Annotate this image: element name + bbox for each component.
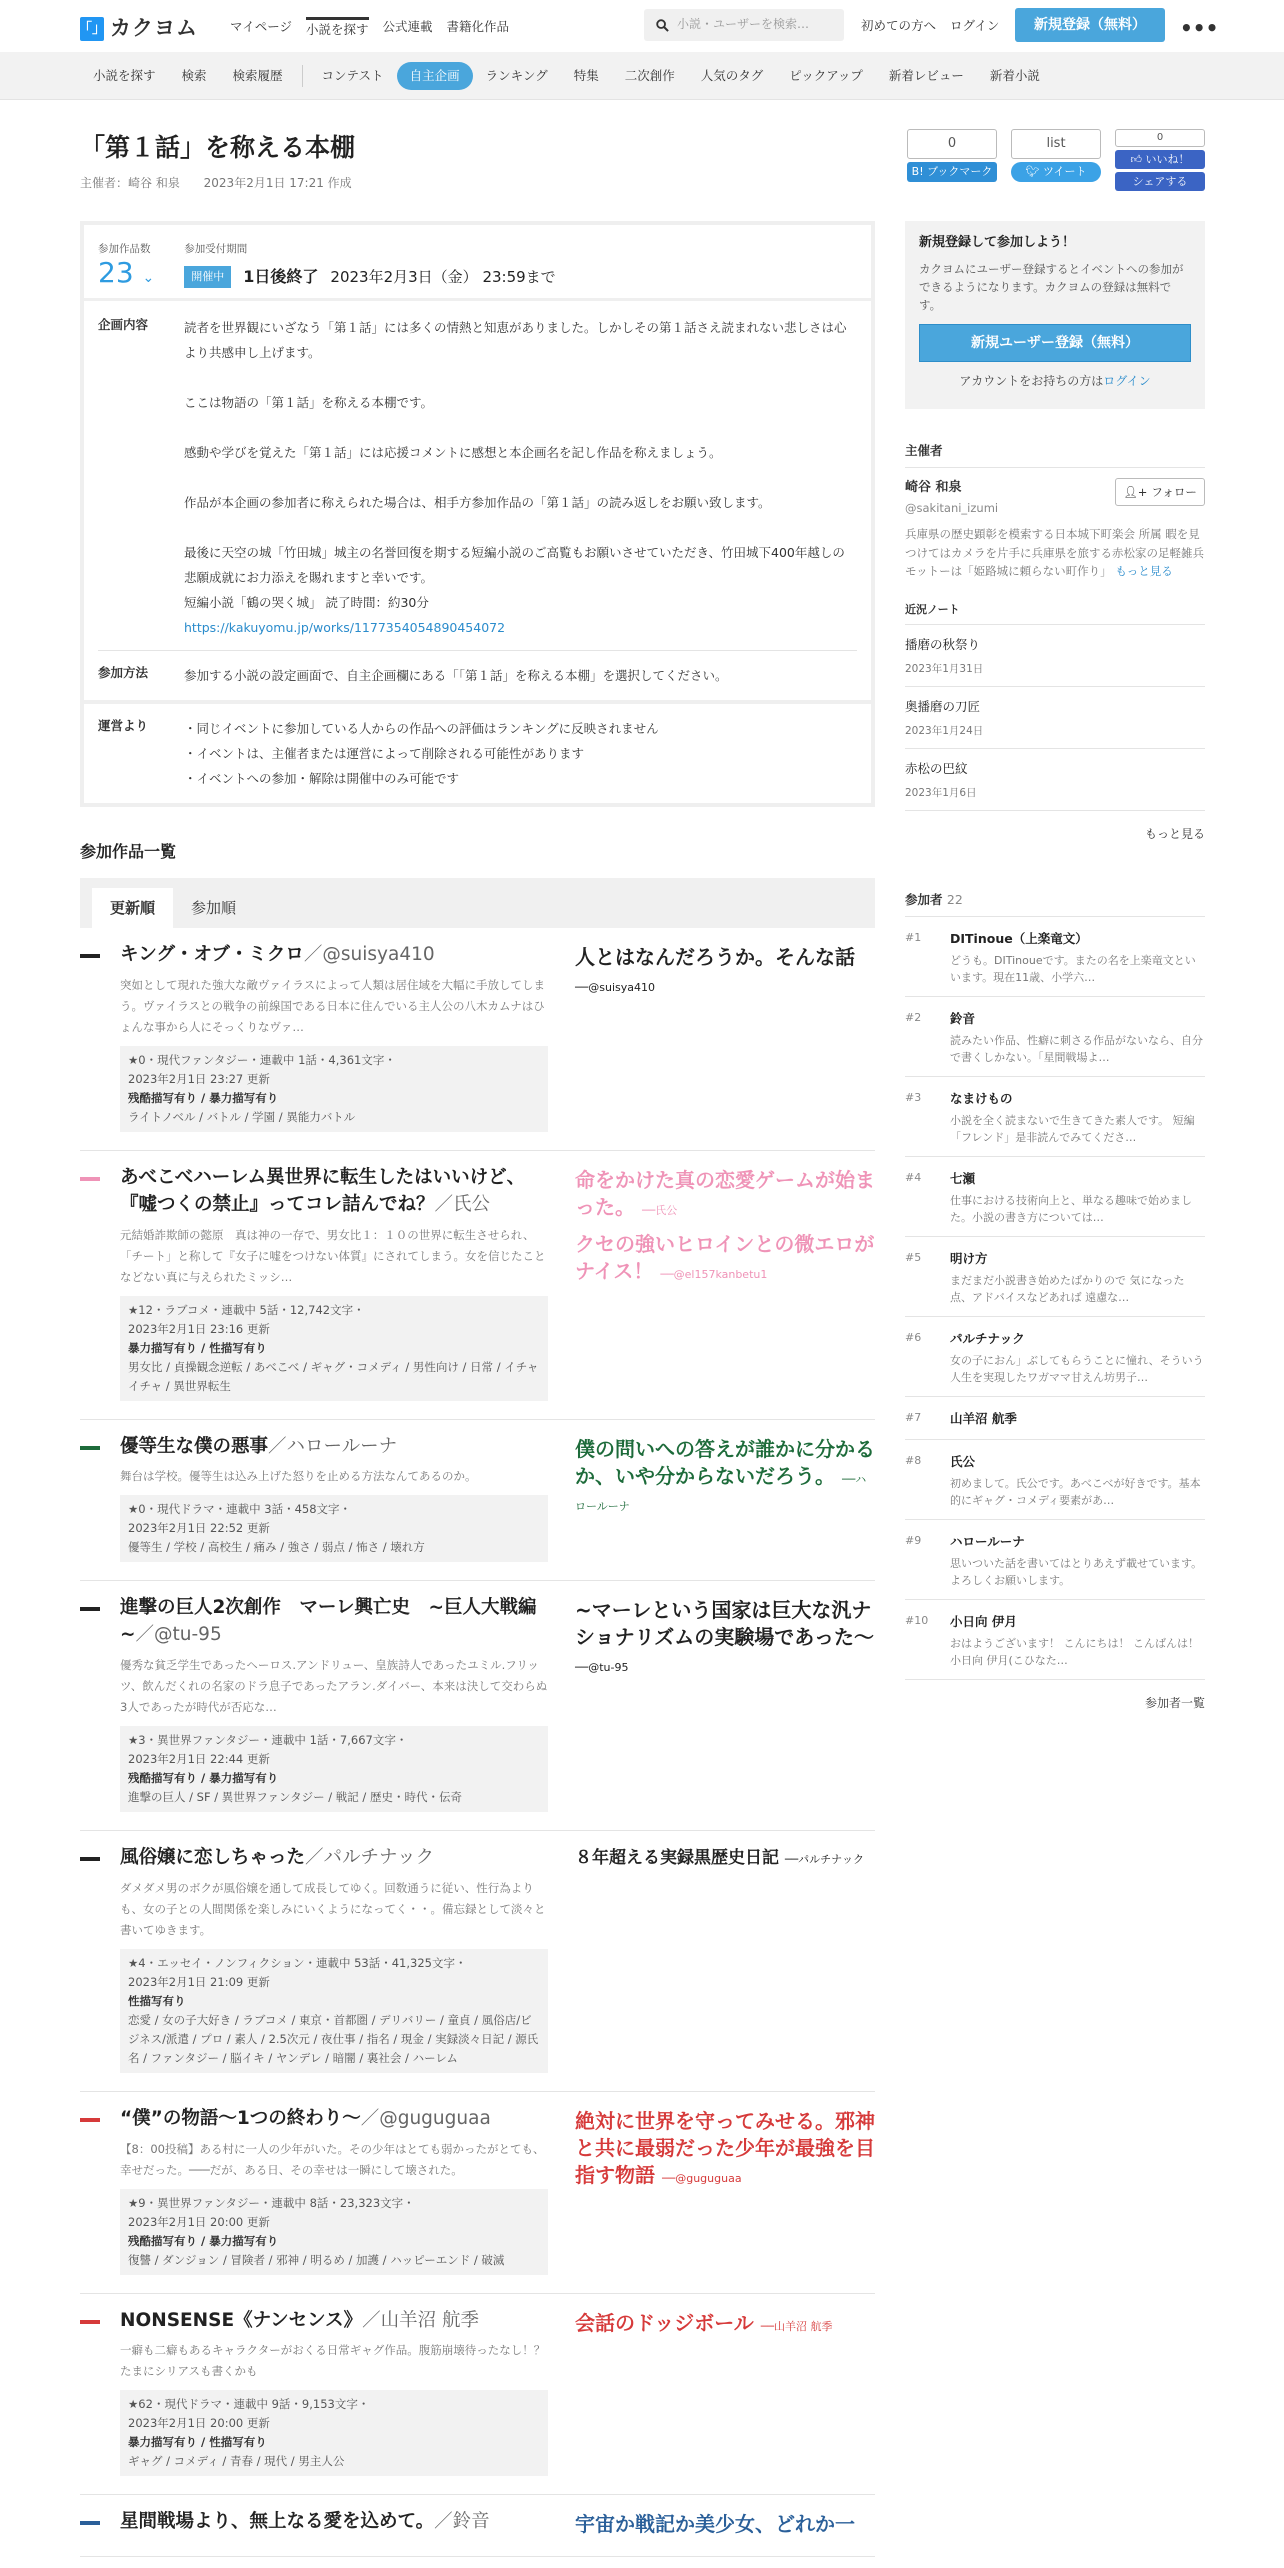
desc-paragraph: 感動や学びを覚えた「第１話」には応援コメントに感想と本企画名を記し作品を称えましょう。 [184,444,722,460]
work-intro: 元結婚詐欺師の懿原 真は神の一存で、男女比１：１０の世界に転生させられ、「チート」と称して『女子に嘘をつけない体質』にされてしまう。女を信じたことなどない真に与えられたミッシ… [120,1227,546,1284]
signup-box [905,221,1205,409]
work-warnings: 性描写有り [128,1993,186,2008]
note-item: ・イベントは、主催者または運営によって削除される可能性があります [184,745,585,761]
work-intro: 舞台は学校。優等生は込み上げた怒りを止める方法なんてあるのか。 [120,1469,477,1484]
signup-title: 新規登録して参加しよう！ [919,235,1076,250]
notes-box [80,704,875,807]
page-title: 「第１話」を称える本棚 [80,133,356,162]
hatena-count: 0 [907,129,997,159]
work-meta [120,1046,548,1132]
work-meta-line: ★3・異世界ファンタジー・連載中 1話・7,667文字・ [128,1733,408,1748]
subnav-pickup[interactable]: ピックアップ [789,68,863,83]
created-date: 2023年2月1日 17:21 作成 [203,176,352,190]
more-menu-icon[interactable]: ••• [1180,16,1219,40]
work-author[interactable]: ／ハロールーナ [268,1435,398,1457]
work-meta [120,2189,548,2275]
work-meta-line: 2023年2月1日 22:44 更新 [128,1752,270,1767]
tweet-count-box: list [1011,129,1101,159]
host-bio: 兵庫県の歴史顕彰を模索する日本城下町楽会 所属 暇を見つけてはカメラを片手に兵庫県を旅する赤松家の足軽雑兵 モットーは「姫路城に頼らない町作り」 もっと見る [905,527,1204,579]
participants-all-link[interactable]: 参加者一覧 [1144,1695,1205,1710]
work-intro: 突如として現れた強大な敵ヴァイラスによって人類は居住域を大幅に手放してしまう。ヴァイラスとの戦争の前線国である日本に住んでいる主人公の八木カムナはひょんな事から人にそっくりなヴァ… [120,977,546,1034]
work-meta-line: 2023年2月1日 23:27 更新 [128,1071,270,1086]
work-color-mark [80,1607,100,1611]
participant-rank: #6 [905,1330,922,1344]
thumbs-up-icon: 👍︎ [1130,152,1142,166]
work-warnings: 残酷描写有り / 暴力描写有り [128,1090,279,1105]
participant-item[interactable] [905,1317,1205,1397]
participant-desc: 初めまして。氏公です。あべこべが好きです。基本的にギャグ・コメディ要素があ… [950,1476,1201,1507]
desc-paragraph: 最後に天空の城「竹田城」城主の名誉回復を期する短編小説のご高覧もお願いさせていただき、竹田城下400年越しの悲願成就にお力添えを賜れますと幸いです。 [184,544,845,585]
work-meta-line: ★12・ラブコメ・連載中 5話・12,742文字・ [128,1302,365,1317]
fb-like-button[interactable]: 👍︎ いいね！ [1115,150,1205,169]
work-item [80,2092,875,2294]
work-tags[interactable]: ライトノベル / バトル / 学園 / 異能力バトル [128,1109,356,1124]
work-intro: 一癖も二癖もあるキャラクターがおくる日常ギャグ作品。腹筋崩壊待ったなし！？ たまにシリアスも書くかも [120,2343,546,2379]
fb-count: 0 [1115,129,1205,147]
work-item [80,2495,875,2557]
work-intro: ダメダメ男のボクが風俗嬢を通して成長してゆく。回数通うに従い、性行為よりも、女の子との人間関係を楽しみにいくようになってく・・。備忘録として淡々と書いてゆきます。 [120,1880,546,1937]
host-heading: 主催者 [905,441,1205,468]
work-tags[interactable]: ギャグ / コメディ / 青春 / 現代 / 男主人公 [128,2454,345,2469]
participant-item[interactable] [905,1157,1205,1237]
logo-text: カクヨム [110,16,198,40]
subnav-ranking[interactable]: ランキング [485,68,548,83]
logo-mark: 「」 [80,17,104,41]
work-meta [120,1949,548,2073]
tab-updated[interactable]: 更新順 [92,888,173,928]
work-item [80,2294,875,2496]
organizer-label[interactable]: 主催者：崎谷 和泉 [80,176,180,190]
work-warnings: 残酷描写有り / 暴力描写有り [128,2233,279,2248]
sidebar-login-link[interactable]: ログイン [1103,373,1151,388]
work-catchphrase: 僕の問いへの答えが誰かに分かるか、いや分からないだろう。 ──ハロールーナ [575,1436,875,1513]
subnav-fanfic[interactable]: 二次創作 [624,68,675,83]
work-author[interactable]: ／@suisya410 [303,944,435,966]
work-meta [120,1296,548,1401]
deadline: 2023年2月3日（金） 23:59まで [330,267,556,286]
participant-name[interactable]: パルチナック [950,1330,1025,1346]
participant-name[interactable]: ハロールーナ [950,1533,1025,1549]
work-warnings: 暴力描写有り / 性描写有り [128,2435,267,2450]
participant-rank: #10 [905,1613,929,1627]
search-icon [656,19,669,32]
follow-button[interactable]: 👤︎+ フォロー [1115,478,1205,506]
catch-author: ──@suisya410 [575,981,655,995]
subnav-self-project[interactable]: 自主企画 [397,62,473,90]
participant-item[interactable] [905,1600,1205,1680]
work-catchphrase: 会話のドッジボール ──山羊沼 航季 [575,2310,833,2335]
top-nav [230,17,509,40]
share-buttons [905,129,1205,191]
catch-author: ──ハロールーナ [575,1472,867,1513]
sidebar [905,100,1205,1713]
work-author[interactable]: ／鈴音 [434,2511,490,2533]
work-color-mark [80,2521,100,2525]
desc-label: 企画内容 [98,316,149,332]
desc-paragraph: 読者を世界観にいざなう「第１話」には多くの情熱と知恵がありました。しかしその第１話さえ読まれない悲しさは心より共感申し上げます。 [184,319,847,360]
subnav-divider [302,65,303,87]
method-text: 参加する小説の設定画面で、自主企画欄にある「「第１話」を称える本棚」を選択してください。 [184,667,728,683]
tab-joined[interactable]: 参加順 [191,899,237,918]
participant-desc: まだまだ小説書き始めたばかりので 気になった点、アドバイスなどあれば 遠慮な… [950,1273,1185,1304]
participant-name[interactable]: 氏公 [950,1453,976,1469]
count-label: 参加作品数 [98,243,151,256]
work-catchphrase: 命をかけた真の恋愛ゲームが始まった。 ──氏公 クセの強いヒロインとの微エロがナイス！ ──@el157kanbetu1 [575,1167,875,1283]
participants-heading: 参加者 22 [905,890,1205,917]
recent-note-item[interactable] [905,687,1205,749]
participant-desc: 読みたい作品、性癖に刺さる作品がないなら、自分で書くしかない。「星間戦場よ… [950,1033,1203,1064]
event-description [184,315,857,640]
participant-rank: #2 [905,1010,922,1024]
participant-name[interactable]: 七瀬 [950,1170,976,1186]
catch-author: ──氏公 [641,1203,678,1217]
story-line: 短編小説「鶴の哭く城」 読了時間：約30分 [184,594,429,610]
work-catchphrase: ~マーレという国家は巨大な汎ナショナリズムの実験場であった～ ──@tu-95 [575,1598,874,1675]
participant-rank: #5 [905,1250,922,1264]
work-meta-line: ★62・現代ドラマ・連載中 9話・9,153文字・ [128,2397,370,2412]
work-title-link[interactable]: 優等生な僕の悪事／ハロールーナ [120,1435,398,1457]
note-date: 2023年1月31日 [905,663,984,676]
work-title-link[interactable]: 進撃の巨人2次創作 マーレ興亡史 ~巨人大戦編~／@tu-95 [120,1597,537,1646]
signup-text: カクヨムにユーザー登録するとイベントへの参加ができるようになります。カクヨムの登録は無料です。 [919,261,1184,312]
hatena-bookmark-button[interactable]: B! ブックマーク [907,162,997,182]
work-author[interactable]: ／@guguguaa [360,2107,491,2129]
participant-desc: 仕事における技術向上と、単なる趣味で始めました。小説の書き方については… [950,1193,1192,1224]
period-label: 参加受付期間 [184,243,248,256]
note-item: ・同じイベントに参加している人からの作品への評価はランキングに反映されません [184,720,659,736]
work-warnings: 暴力描写有り / 性描写有り [128,1340,267,1355]
nav-official[interactable]: 公式連載 [382,19,433,34]
participant-name[interactable]: 鈴音 [950,1010,976,1026]
work-author[interactable]: ／氏公 [434,1193,491,1215]
work-intro: 【8：00投稿】ある村に一人の少年がいた。その少年はとても弱かったがとても、幸せだった。───だが、ある日、その幸せは一瞬にして壊された。 [120,2141,545,2177]
sub-nav [0,52,1284,100]
work-item [80,1581,875,1831]
host-more-link[interactable]: もっと見る [1115,564,1173,579]
work-catchphrase: 宇宙か戦記か美少女、どれか一 [575,2512,855,2537]
work-title-link[interactable]: NONSENSE《ナンセンス》／山羊沼 航季 [120,2309,480,2331]
top-header [0,0,1284,52]
participant-desc: どうも。DITinoueです。またの名を上楽竜文といいます。現在11歳、小学六… [950,953,1196,984]
work-meta-line: 2023年2月1日 23:16 更新 [128,1321,270,1336]
participant-name[interactable]: なまけもの [950,1090,1013,1106]
work-item [80,1831,875,2092]
participant-name[interactable]: 小日向 伊月 [950,1613,1017,1629]
participant-name[interactable]: 山羊沼 航季 [950,1410,1017,1426]
participant-rank: #8 [905,1453,922,1467]
work-color-mark [80,2118,100,2122]
subnav-search[interactable]: 検索 [181,68,207,83]
participant-desc: おはようございます！ こんにちは！ こんばんは！ 小日向 伊月(こひなた… [950,1636,1199,1667]
event-info-box [80,221,875,703]
note-title[interactable]: 播磨の秋祭り [905,637,981,653]
work-tags[interactable]: 優等生 / 学校 / 高校生 / 痛み / 強さ / 弱点 / 怖さ / 壊れ方 [128,1540,425,1555]
work-meta-line: ★4・エッセイ・ノンフィクション・連載中 53話・41,325文字・ [128,1955,467,1970]
event-meta [80,174,875,193]
participant-item[interactable] [905,1397,1205,1440]
recent-notes-list [905,625,1205,810]
work-meta-line: 2023年2月1日 22:52 更新 [128,1521,270,1536]
subnav-feature[interactable]: 特集 [573,68,599,83]
subnav-tags[interactable]: 人気のタグ [700,68,764,83]
catch-author: ──パルチナック [784,1853,864,1867]
note-date: 2023年1月24日 [905,725,984,738]
fb-share-button[interactable]: シェアする [1115,172,1205,191]
notes-more-link[interactable]: もっと見る [1144,826,1205,841]
nav-search-novels[interactable]: 小説を探す [306,17,369,40]
register-button[interactable]: 新規登録（無料） [1015,8,1165,42]
participant-name[interactable]: DITinoue（上楽竜文） [950,930,1088,946]
participant-item[interactable] [905,1077,1205,1157]
participant-desc: 女の子におん」ぶしてもらうことに憧れ、そういう人生を実現したワガママ甘えん坊男子… [950,1353,1204,1384]
signup-login-line: アカウントをお持ちの方はログイン [959,373,1151,388]
nav-mypage[interactable]: マイページ [230,19,293,34]
work-meta [120,1726,548,1812]
signup-button[interactable]: 新規ユーザー登録（無料） [919,324,1191,362]
participant-desc: 小説を全く読まないで生きてきた素人です。 短編「フレンド」是非読んでみてくださ… [950,1113,1195,1144]
work-color-mark [80,1857,100,1861]
work-meta-line: ★0・現代ドラマ・連載中 3話・458文字・ [128,1502,352,1517]
works-tabs [80,878,875,928]
search-input[interactable] [644,9,844,41]
work-catchphrase: ８年超える実録黒歴史日記 ──パルチナック [575,1848,864,1869]
work-tags[interactable]: 復讐 / ダンジョン / 冒険者 / 邪神 / 明るめ / 加護 / ハッピーエンド / 破滅 [128,2252,505,2267]
participant-rank: #1 [905,930,922,944]
work-color-mark [80,1177,100,1181]
participant-rank: #9 [905,1533,922,1547]
work-catchphrase: 人とはなんだろうか。そんな話 ──@suisya410 [575,945,855,995]
notes-label: 運営より [98,717,149,733]
note-date: 2023年1月6日 [905,786,977,799]
work-item [80,928,875,1151]
note-title[interactable]: 赤松の巴紋 [905,760,968,776]
participants-count: 22 [946,891,963,907]
search-placeholder: 小説・ユーザーを検索… [677,17,810,32]
subnav-new-reviews[interactable]: 新着レビュー [888,68,964,83]
story-url-link[interactable]: https://kakuyomu.jp/works/1177354054890454072 [184,619,506,635]
participant-item[interactable] [905,1237,1205,1317]
recent-note-item[interactable] [905,749,1205,811]
works-count[interactable]: 23 ⌄ [98,255,155,289]
work-color-mark [80,2320,100,2324]
participant-rank: #7 [905,1410,922,1424]
participant-rank: #4 [905,1170,922,1184]
work-meta-line: ★0・現代ファンタジー・連載中 1話・4,361文字・ [128,1052,396,1067]
work-title-link[interactable]: 風俗嬢に恋しちゃった／パルチナック [120,1847,435,1869]
participant-item[interactable] [905,1520,1205,1600]
desc-paragraph: ここは物語の「第１話」を称える本棚です。 [184,394,434,410]
work-title-link[interactable]: キング・オブ・ミクロ／@suisya410 [120,944,435,966]
work-meta [120,2390,548,2476]
work-catchphrase: 絶対に世界を守ってみせる。邪神と共に最弱だった少年が最強を目指す物語 ──@guguguaa [575,2108,875,2187]
work-title-link[interactable]: 星間戦場より、無上なる愛を込めて。／鈴音 [120,2511,490,2533]
participant-item[interactable] [905,917,1205,997]
nav-books[interactable]: 書籍化作品 [446,19,510,34]
remaining-time: 1日後終了 [243,266,319,286]
participant-name[interactable]: 明け方 [950,1250,988,1266]
subnav-history[interactable]: 検索履歴 [232,68,283,83]
work-author[interactable]: ／山羊沼 航季 [362,2309,480,2331]
work-author[interactable]: ／パルチナック [305,1847,435,1869]
chevron-down-icon: ⌄ [142,269,155,286]
recent-note-item[interactable] [905,625,1205,687]
add-user-icon: 👤︎+ [1123,484,1148,499]
participants-list [905,917,1205,1680]
login-link[interactable]: ログイン [950,18,1000,33]
work-warnings: 残酷描写有り / 暴力描写有り [128,1771,279,1786]
participant-item[interactable] [905,997,1205,1077]
note-title[interactable]: 奥播磨の刀匠 [905,699,981,715]
work-color-mark [80,954,100,958]
participant-desc: 思いついた話を書いてはとりあえず載せています。よろしくお願いします。 [950,1556,1203,1587]
host-name[interactable]: 崎谷 和泉 [905,479,962,495]
work-color-mark [80,1446,100,1450]
works-list [80,928,875,2557]
work-meta-line: 2023年2月1日 20:00 更新 [128,2214,270,2229]
work-meta-line: 2023年2月1日 20:00 更新 [128,2416,270,2431]
first-time-link[interactable]: 初めての方へ [861,18,937,33]
catch-author: ──山羊沼 航季 [760,2319,833,2333]
participant-rank: #3 [905,1090,922,1104]
work-item [80,1420,875,1582]
work-intro: 優秀な貧乏学生であったヘーロス.アンドリュー、皇族詩人であったユミル.フリッツ、飲んだくれの名家のドラ息子であったアラン.ダイバー、本来は決して交わらぬ3人であったが時代が否応な… [120,1658,548,1715]
tweet-button[interactable]: 🐦︎ ツイート [1011,162,1101,182]
catch-author: ──@tu-95 [575,1661,629,1675]
work-meta [120,1495,548,1562]
desc-paragraph: 作品が本企画の参加者に称えられた場合は、相手方参加作品の「第１話」の読み返しをお願い致します。 [184,494,771,510]
work-title-link[interactable]: あべこべハーレム異世界に転生したはいいけど、『嘘つくの禁止』ってコレ詰んでね？／氏公 [120,1166,526,1215]
work-tags[interactable]: 男女比 / 貞操観念逆転 / あべこべ / ギャグ・コメディ / 男性向け / 日常 / イチャイチャ / 異世界転生 [128,1359,539,1393]
work-title-link[interactable]: “僕”の物語〜1つの終わり〜／@guguguaa [120,2107,491,2129]
note-item: ・イベントへの参加・解除は開催中のみ可能です [184,770,460,786]
work-meta-line: ★9・異世界ファンタジー・連載中 8話・23,323文字・ [128,2195,415,2210]
work-meta-line: 2023年2月1日 21:09 更新 [128,1974,270,1989]
work-author[interactable]: ／@tu-95 [135,1624,222,1646]
work-tags[interactable]: 恋愛 / 女の子大好き / ラブコメ / 東京・首都圏 / デリバリー / 童貞 / 風俗店/ビジネス/派遣 / プロ / 素人 / 2.5次元 / 夜仕事 / 指名 / 現金 / 実録淡々日記 / 源氏名 / ファンタジー / 脳イキ / ヤンデレ / 暗闇 / 裏社会 / ハーレム [128,2012,539,2065]
subnav-new-novels[interactable]: 新着小説 [989,68,1040,83]
works-section-title: 参加作品一覧 [80,841,177,861]
work-catchphrase-2: クセの強いヒロインとの微エロがナイス！ ──@el157kanbetu1 [575,1231,875,1283]
twitter-icon: 🐦︎ [1025,165,1040,179]
host-id: @sakitani_izumi [905,500,999,515]
site-logo[interactable] [80,12,198,46]
main-column [80,100,875,2557]
work-tags[interactable]: 進撃の巨人 / SF / 異世界ファンタジー / 戦記 / 歴史・時代・伝奇 [128,1790,462,1805]
catch-author: ──@guguguaa [661,2171,742,2185]
recent-notes-heading: 近況ノート [905,601,1205,626]
method-label: 参加方法 [98,664,149,680]
status-badge: 開催中 [184,266,231,288]
work-item [80,1151,875,1420]
subnav-contest[interactable]: コンテスト [321,68,384,83]
subnav-search-novels[interactable]: 小説を探す [93,68,156,83]
participant-item[interactable] [905,1440,1205,1520]
